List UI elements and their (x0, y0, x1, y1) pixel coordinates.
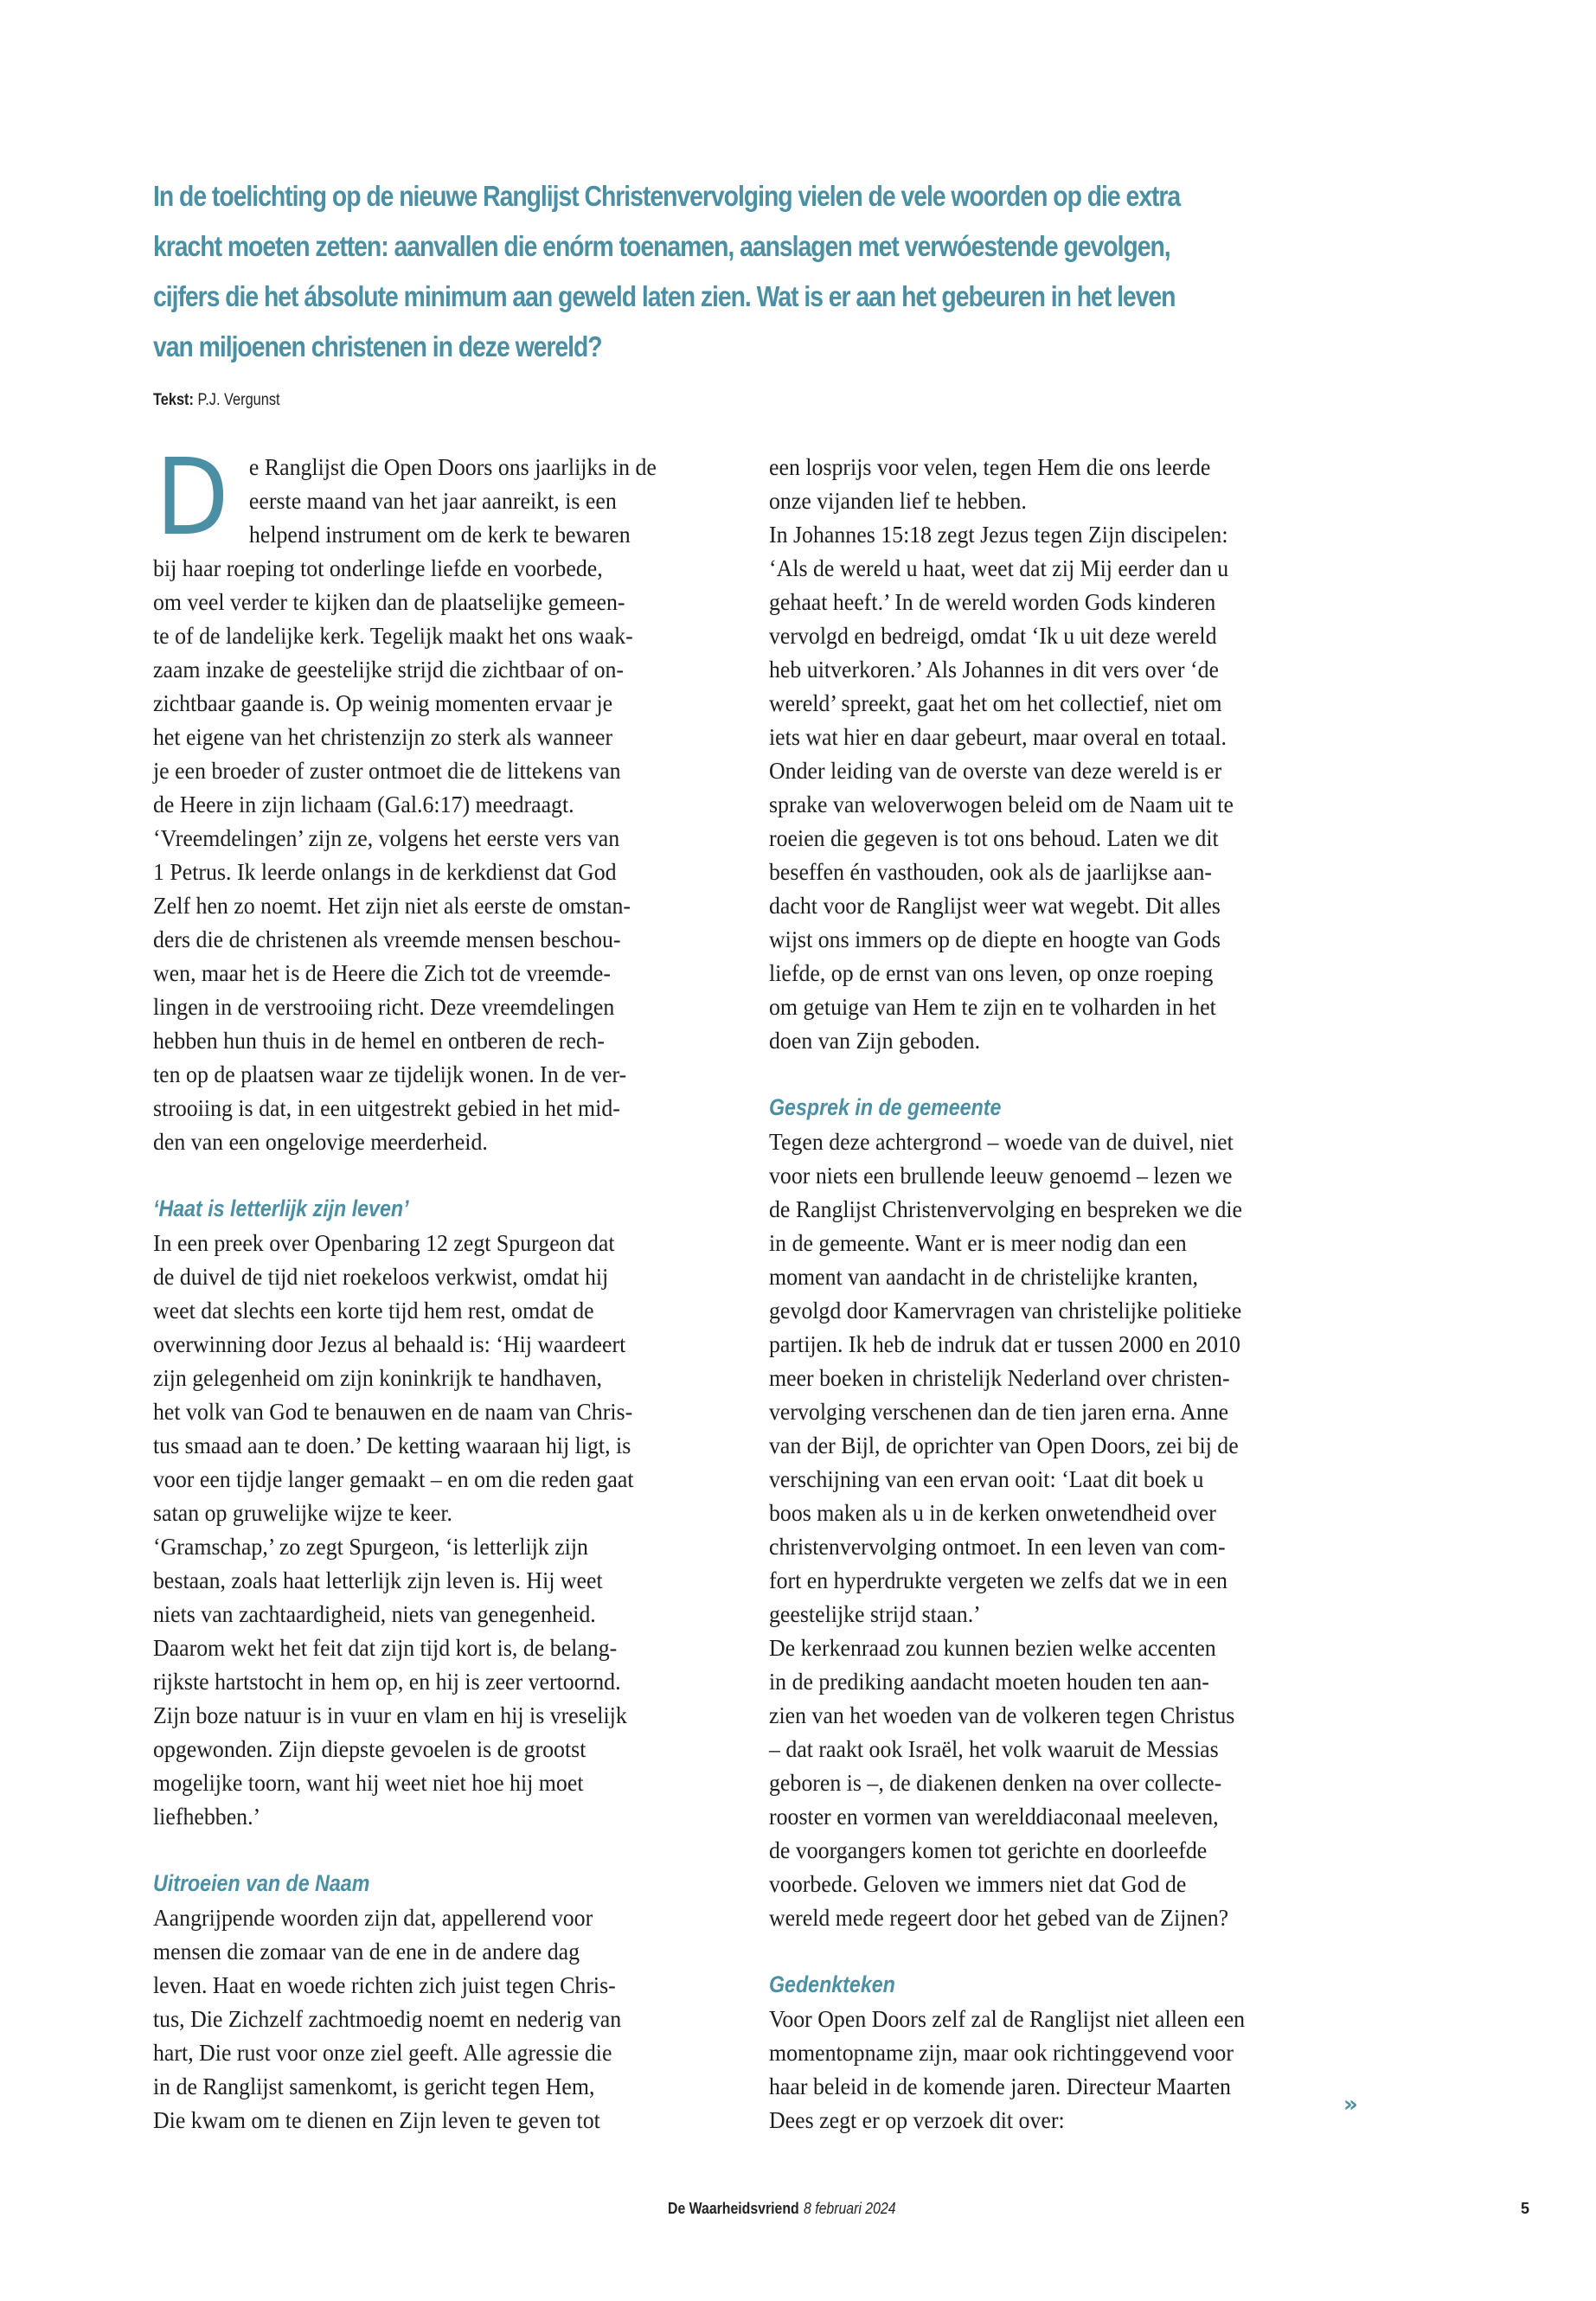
body-line: voor niets een brullende leeuw genoemd – lezen we (769, 1162, 1233, 1189)
body-line: mensen die zomaar van de ene in de andere dag (153, 1938, 580, 1965)
body-line: voor een tijdje langer gemaakt – en om die reden gaat (153, 1465, 634, 1492)
subheading: Uitroeien van de Naam (153, 1870, 370, 1896)
body-line: de duivel de tijd niet roekeloos verkwist, omdat hij (153, 1263, 609, 1290)
body-line: wereld mede regeert door het gebed van de Zijnen? (769, 1904, 1229, 1931)
body-line: zien van het woeden van de volkeren tegen Christus (769, 1702, 1235, 1728)
body-line: helpend instrument om de kerk te bewaren (248, 521, 631, 548)
body-line: het eigene van het christenzijn zo sterk als wanneer (153, 723, 613, 750)
body-line: satan op gruwelijke wijze te keer. (153, 1499, 452, 1526)
subheading: Gedenkteken (769, 1971, 895, 1997)
lead-line: van miljoenen christenen in deze wereld? (153, 330, 602, 362)
body-line: haar beleid in de komende jaren. Directeur Maarten (769, 2073, 1231, 2099)
lead-line: cijfers die het ábsolute minimum aan geweld laten zien. Wat is er aan het gebeuren in het leven (153, 280, 1176, 312)
body-line: Tegen deze achtergrond – woede van de duivel, niet (769, 1128, 1234, 1155)
body-line: tus smaad aan te doen.’ De ketting waaraan hij ligt, is (153, 1432, 631, 1458)
body-line: liefde, op de ernst van ons leven, op onze roeping (769, 959, 1214, 986)
byline (153, 391, 280, 410)
body-line: heb uitverkoren.’ Als Johannes in dit vers over ‘de (769, 656, 1219, 683)
body-line: in de prediking aandacht moeten houden ten aan- (769, 1668, 1209, 1695)
continue-arrow-icon: » (1343, 2092, 1358, 2118)
body-line: geestelijke strijd staan.’ (769, 1600, 981, 1627)
body-line: e Ranglijst die Open Doors ons jaarlijks in de (248, 453, 657, 480)
body-line: boos maken als u in de kerken onwetendheid over (769, 1499, 1216, 1526)
body-line: de Ranglijst Christenvervolging en bespreken we die (769, 1195, 1243, 1222)
lead-line: In de toelichting op de nieuwe Ranglijst Christenvervolging vielen de vele woorden op die extra (153, 180, 1181, 212)
body-line: strooiing is dat, in een uitgestrekt gebied in het mid- (153, 1094, 620, 1121)
body-line: rooster en vormen van werelddiaconaal meeleven, (769, 1803, 1219, 1830)
body-line: een losprijs voor velen, tegen Hem die ons leerde (769, 453, 1211, 480)
body-line: in de gemeente. Want er is meer nodig dan een (769, 1229, 1187, 1256)
body-line: 1 Petrus. Ik leerde onlangs in de kerkdienst dat God (153, 858, 617, 885)
body-line: de Heere in zijn lichaam (Gal.6:17) meedraagt. (153, 791, 574, 817)
body-line: om getuige van Hem te zijn en te volharden in het (769, 993, 1216, 1020)
body-line: rijkste hartstocht in hem op, en hij is zeer vertoornd. (153, 1668, 621, 1695)
lead-line: kracht moeten zetten: aanvallen die enórm toenamen, aanslagen met verwóestende gevolgen, (153, 230, 1170, 262)
body-line: onze vijanden lief te hebben. (769, 487, 1027, 514)
body-line: wen, maar het is de Heere die Zich tot de vreemde- (153, 959, 611, 986)
body-line: beseffen én vasthouden, ook als de jaarlijkse aan- (769, 858, 1213, 885)
paragraph-gap (769, 1934, 1349, 1968)
body-line: Dees zegt er op verzoek dit over: (769, 2106, 1065, 2133)
body-line: Daarom wekt het feit dat zijn tijd kort is, de belang- (153, 1634, 618, 1661)
body-line: niets van zachtaardigheid, niets van genegenheid. (153, 1600, 596, 1627)
body-line: vervolging verschenen dan de tien jaren erna. Anne (769, 1398, 1229, 1425)
body-line: zichtbaar gaande is. Op weinig momenten ervaar je (153, 689, 613, 716)
body-line: dacht voor de Ranglijst weer wat wegebt. Dit alles (769, 892, 1221, 919)
body-line: weet dat slechts een korte tijd hem rest, omdat de (153, 1297, 594, 1324)
body-line: bestaan, zoals haat letterlijk zijn leven is. Hij weet (153, 1567, 603, 1593)
body-line: iets wat hier en daar gebeurt, maar overal en totaal. (769, 723, 1227, 750)
body-line: van der Bijl, de oprichter van Open Doors, zei bij de (769, 1432, 1239, 1458)
body-line: ten op de plaatsen waar ze tijdelijk wonen. In de ver- (153, 1061, 627, 1087)
body-line: het volk van God te benauwen en de naam van Chris- (153, 1398, 633, 1425)
body-line: opgewonden. Zijn diepste gevoelen is de grootst (153, 1735, 586, 1762)
body-line: Die kwam om te dienen en Zijn leven te geven tot (153, 2106, 600, 2133)
body-line: eerste maand van het jaar aanreikt, is een (248, 487, 617, 514)
body-line: lingen in de verstrooiing richt. Deze vreemdelingen (153, 993, 615, 1020)
body-line: doen van Zijn geboden. (769, 1027, 981, 1054)
body-line: hebben hun thuis in de hemel en ontberen de rech- (153, 1027, 605, 1054)
body-line: Zelf hen zo noemt. Het zijn niet als eerste de omstan- (153, 892, 631, 919)
publication-date: 8 februari 2024 (803, 2200, 896, 2217)
body-line: in de Ranglijst samenkomt, is gericht tegen Hem, (153, 2073, 595, 2099)
body-line: leven. Haat en woede richten zich juist tegen Chris- (153, 1971, 616, 1998)
paragraph-gap (153, 1158, 733, 1192)
body-line: De kerkenraad zou kunnen bezien welke accenten (769, 1634, 1216, 1661)
byline-author: P.J. Vergunst (197, 391, 280, 409)
body-line: voorbede. Geloven we immers niet dat God de (769, 1870, 1187, 1897)
body-line: In Johannes 15:18 zegt Jezus tegen Zijn discipelen: (769, 521, 1228, 548)
body-line: gevolgd door Kamervragen van christelijke politieke (769, 1297, 1242, 1324)
body-line: je een broeder of zuster ontmoet die de littekens van (153, 757, 621, 784)
lead-paragraph (153, 171, 1364, 372)
paragraph-gap (769, 1057, 1349, 1091)
body-line: ‘Vreemdelingen’ zijn ze, volgens het eerste vers van (153, 824, 620, 851)
body-line: zijn gelegenheid om zijn koninkrijk te handhaven, (153, 1364, 603, 1391)
body-line: wijst ons immers op de diepte en hoogte van Gods (769, 926, 1221, 952)
publication-name: De Waarheidsvriend (668, 2200, 799, 2217)
body-line: vervolgd en bedreigd, omdat ‘Ik u uit deze wereld (769, 622, 1217, 649)
body-line: – dat raakt ook Israël, het volk waaruit de Messias (769, 1735, 1219, 1762)
body-line: Voor Open Doors zelf zal de Ranglijst niet alleen een (769, 2005, 1246, 2032)
body-line: geboren is –, de diakenen denken na over collecte- (769, 1769, 1222, 1796)
body-line: sprake van weloverwogen beleid om de Naam uit te (769, 791, 1234, 817)
body-line: momentopname zijn, maar ook richtinggevend voor (769, 2039, 1234, 2066)
body-line: In een preek over Openbaring 12 zegt Spurgeon dat (153, 1229, 615, 1256)
body-line: partijen. Ik heb de indruk dat er tussen 2000 en 2010 (769, 1330, 1240, 1357)
body-line: hart, Die rust voor onze ziel geeft. Alle agressie die (153, 2039, 612, 2066)
body-line: mogelijke toorn, want hij weet niet hoe hij moet (153, 1769, 584, 1796)
body-line: te of de landelijke kerk. Tegelijk maakt het ons waak- (153, 622, 633, 649)
body-line: christenvervolging ontmoet. In een leven van com- (769, 1533, 1226, 1560)
body-line: zaam inzake de geestelijke strijd die zichtbaar of on- (153, 656, 625, 683)
body-line: verschijning van een ervan ooit: ‘Laat dit boek u (769, 1465, 1204, 1492)
body-line: den van een ongelovige meerderheid. (153, 1128, 488, 1155)
body-line: fort en hyperdrukte vergeten we zelfs dat we in een (769, 1567, 1227, 1593)
body-line: roeien die gegeven is tot ons behoud. Laten we dit (769, 824, 1219, 851)
byline-label: Tekst: (153, 391, 194, 409)
paragraph-gap (153, 1833, 733, 1867)
body-line: wereld’ spreekt, gaat het om het collectief, niet om (769, 689, 1222, 716)
subheading: ‘Haat is letterlijk zijn leven’ (153, 1195, 409, 1221)
body-line: bij haar roeping tot onderlinge liefde en voorbede, (153, 554, 603, 581)
body-line: ders die de christenen als vreemde mensen beschou- (153, 926, 621, 952)
body-line: om veel verder te kijken dan de plaatselijke gemeen- (153, 588, 625, 615)
page-number: 5 (1521, 2200, 1530, 2217)
body-line: Zijn boze natuur is in vuur en vlam en hij is vreselijk (153, 1702, 627, 1728)
drop-cap: D (156, 436, 229, 559)
body-line: moment van aandacht in de christelijke kranten, (769, 1263, 1198, 1290)
body-line: overwinning door Jezus al behaald is: ‘Hij waardeert (153, 1330, 626, 1357)
article-column-left (153, 436, 733, 2137)
body-line: meer boeken in christelijk Nederland over christen- (769, 1364, 1230, 1391)
body-line: ‘Gramschap,’ zo zegt Spurgeon, ‘is letterlijk zijn (153, 1533, 588, 1560)
body-line: tus, Die Zichzelf zachtmoedig noemt en nederig van (153, 2005, 622, 2032)
body-line: Onder leiding van de overste van deze wereld is er (769, 757, 1222, 784)
body-line: liefhebben.’ (153, 1803, 261, 1830)
body-line: Aangrijpende woorden zijn dat, appellerend voor (153, 1904, 593, 1931)
page-footer (668, 2200, 896, 2218)
body-line: gehaat heeft.’ In de wereld worden Gods kinderen (769, 588, 1216, 615)
body-line: ‘Als de wereld u haat, weet dat zij Mij eerder dan u (769, 554, 1229, 581)
article-column-right (769, 450, 1349, 2137)
subheading: Gesprek in de gemeente (769, 1094, 1002, 1120)
body-line: de voorgangers komen tot gerichte en doorleefde (769, 1836, 1208, 1863)
